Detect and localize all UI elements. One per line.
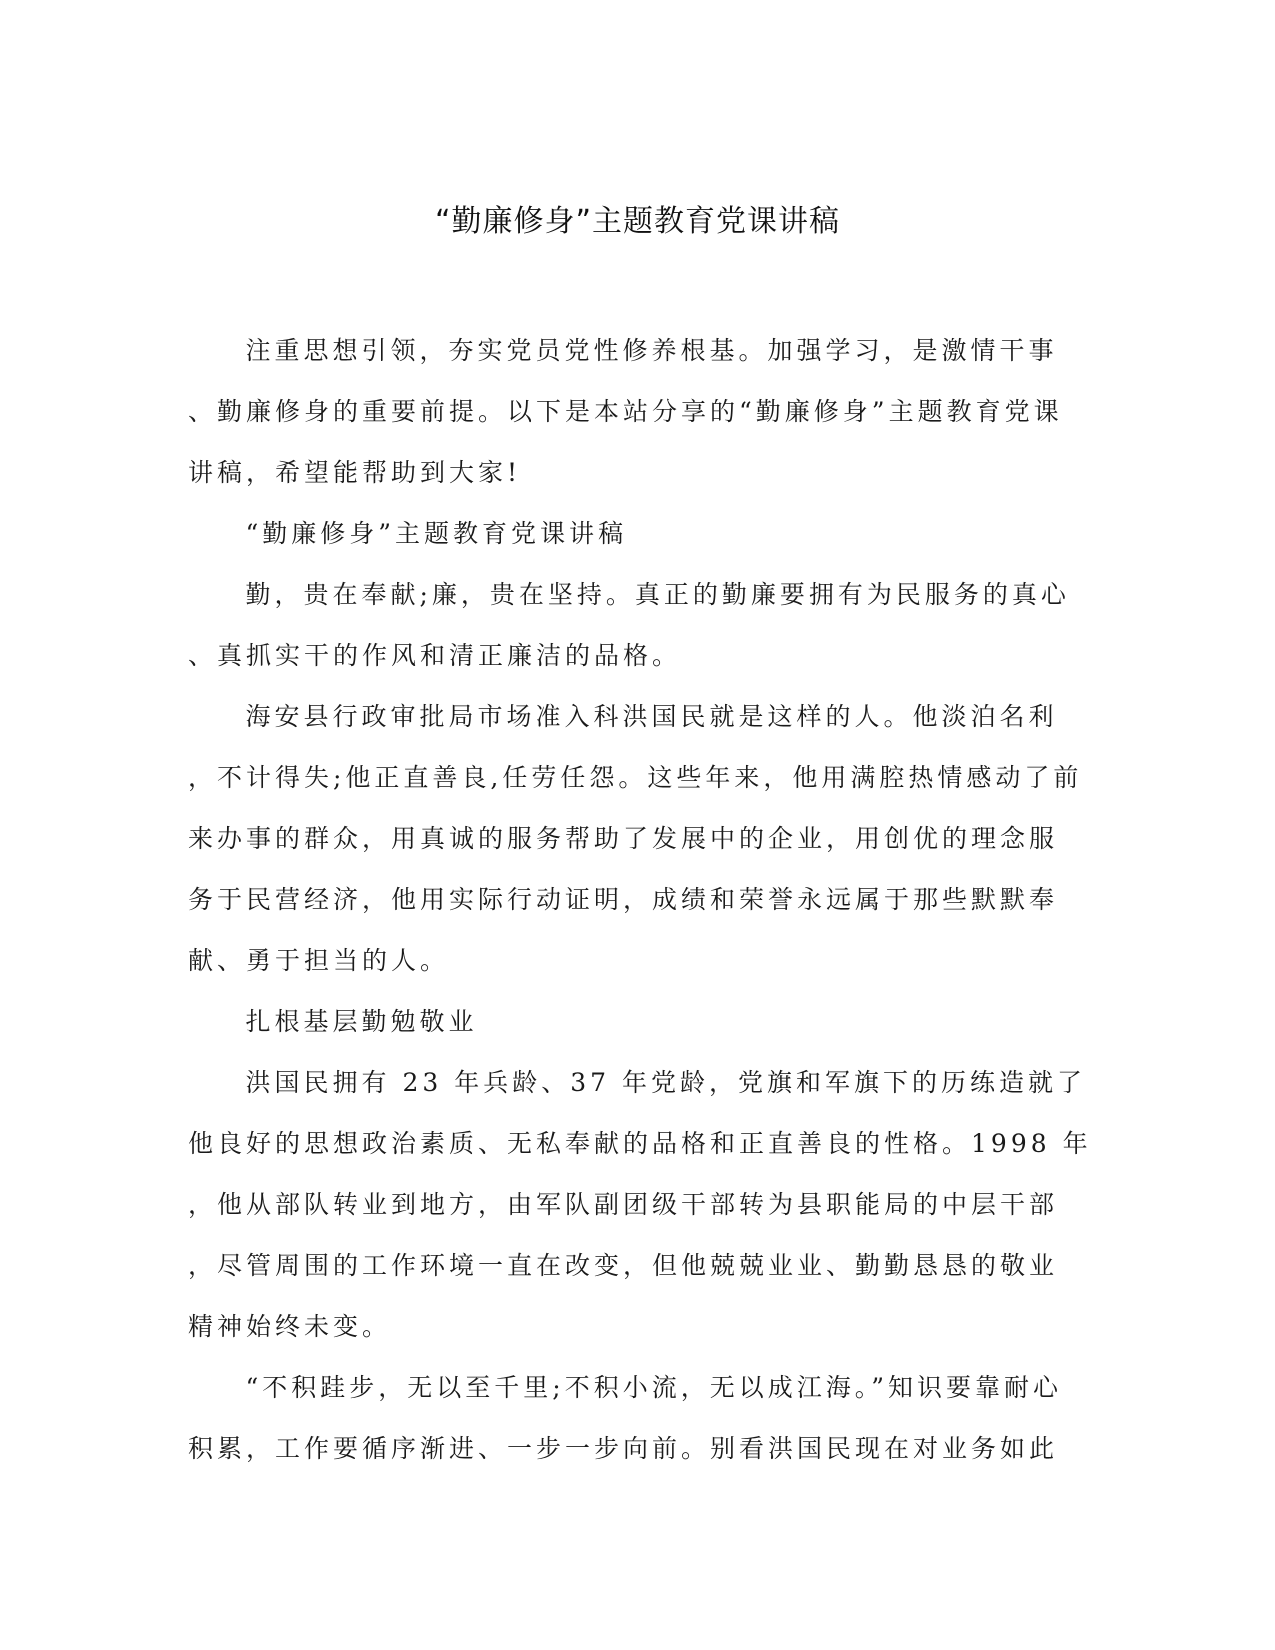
paragraph [188,1052,1092,1357]
text-line: 务于民营经济，他用实际行动证明，成绩和荣誉永远属于那些默默奉 [188,885,1059,914]
text-line: ，不计得失;他正直善良,任劳任怨。这些年来，他用满腔热情感动了前 [188,763,1083,792]
text-line: 扎根基层勤勉敬业 [245,1007,478,1036]
text-line: 讲稿，希望能帮助到大家! [188,458,522,487]
document-body [188,320,1092,1479]
section-heading [188,991,1068,1052]
text-line: 洪国民拥有 23 年兵龄、37 年党龄，党旗和军旗下的历练造就了 [245,1068,1086,1097]
text-line: 献、勇于担当的人。 [188,946,450,975]
text-line: 勤，贵在奉献;廉，贵在坚持。真正的勤廉要拥有为民服务的真心 [245,580,1070,609]
paragraph [188,686,1083,991]
text-line: 、勤廉修身的重要前提。以下是本站分享的“勤廉修身”主题教育党课 [188,397,1063,426]
text-line: 海安县行政审批局市场准入科洪国民就是这样的人。他淡泊名利 [245,702,1058,731]
text-line: 注重思想引领，夯实党员党性修养根基。加强学习，是激情干事 [245,336,1058,365]
text-line: 来办事的群众，用真诚的服务帮助了发展中的企业，用创优的理念服 [188,824,1059,853]
text-line: 积累，工作要循序渐进、一步一步向前。别看洪国民现在对业务如此 [188,1434,1059,1463]
document-title: “勤廉修身”主题教育党课讲稿 [434,204,841,239]
paragraph [188,1357,1068,1479]
text-line: ，他从部队转业到地方，由军队副团级干部转为县职能局的中层干部 [188,1190,1059,1219]
paragraph-intro [188,320,1068,503]
text-line: 他良好的思想政治素质、无私奉献的品格和正直善良的性格。1998 年 [188,1129,1092,1158]
text-line: 精神始终未变。 [188,1312,392,1341]
paragraph-subtitle [188,503,1068,564]
text-line: “勤廉修身”主题教育党课讲稿 [245,519,628,548]
paragraph [188,564,1068,686]
text-line: 、真抓实干的作风和清正廉洁的品格。 [188,641,682,670]
text-line: ，尽管周围的工作环境一直在改变，但他兢兢业业、勤勤恳恳的敬业 [188,1251,1059,1280]
text-line: “不积跬步，无以至千里;不积小流，无以成江海。”知识要靠耐心 [245,1373,1062,1402]
